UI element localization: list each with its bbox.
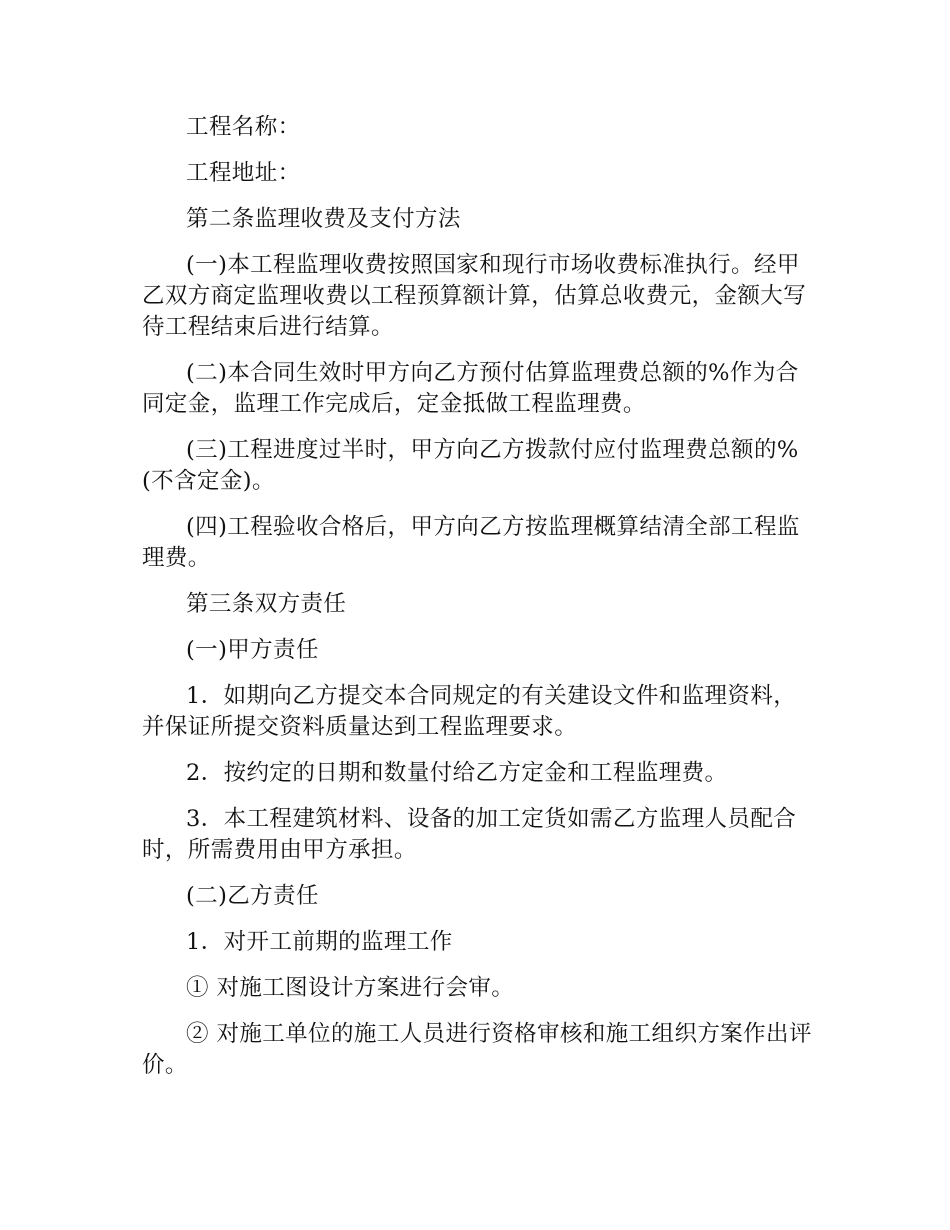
article-3-heading: 第三条双方责任 [186,591,347,617]
party-a-item-3: 3．本工程建筑材料、设备的加工定货如需乙方监理人员配合时，所需费用由甲方承担。 [142,806,797,863]
article-2-clause-3: (三)工程进度过半时，甲方向乙方拨款付应付监理费总额的%(不含定金)。 [142,437,799,494]
document-body [142,112,812,1096]
party-b-responsibility-heading: (二)乙方责任 [186,883,319,909]
party-a-item-1: 1．如期向乙方提交本合同规定的有关建设文件和监理资料，并保证所提交资料质量达到工程监理要求。 [142,683,797,740]
party-a-item-2: 2．按约定的日期和数量付给乙方定金和工程监理费。 [186,760,728,786]
party-b-item-1: 1．对开工前期的监理工作 [186,929,453,955]
article-2-heading: 第二条监理收费及支付方法 [186,206,461,232]
party-b-subitem-2: ② 对施工单位的施工人员进行资格审核和施工组织方案作出评价。 [142,1021,812,1078]
article-2-clause-2: (二)本合同生效时甲方向乙方预付估算监理费总额的%作为合同定金，监理工作完成后，定金抵做工程监理费。 [142,360,799,417]
party-b-subitem-1: ① 对施工图设计方案进行会审。 [186,975,515,1001]
party-a-responsibility-heading: (一)甲方责任 [186,637,319,663]
project-address-line: 工程地址： [186,160,301,186]
article-2-clause-4: (四)工程验收合格后，甲方向乙方按监理概算结清全部工程监理费。 [142,514,800,571]
project-name-line: 工程名称： [186,114,301,140]
article-2-clause-1: (一)本工程监理收费按照国家和现行市场收费标准执行。经甲乙双方商定监理收费以工程预算额计算，估算总收费元，金额大写待工程结束后进行结算。 [142,252,807,340]
